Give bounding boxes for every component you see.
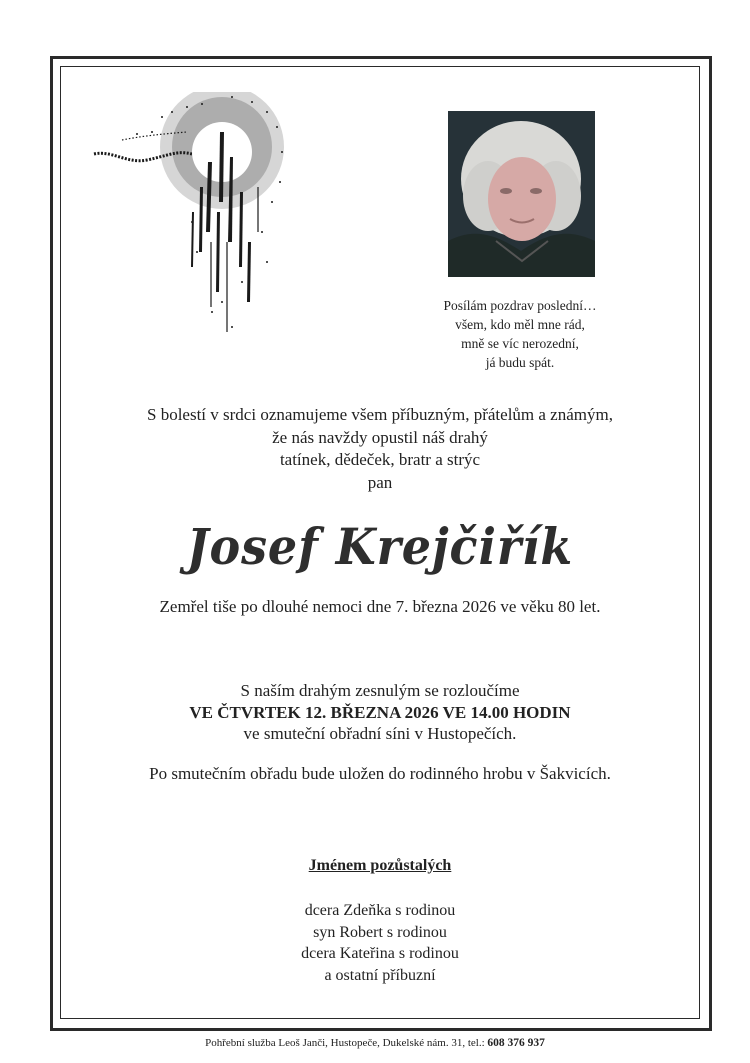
footer-phone: 608 376 937 xyxy=(487,1037,545,1049)
intro-line: tatínek, dědeček, bratr a strýc xyxy=(279,450,481,469)
announcement-intro xyxy=(60,404,700,494)
survivors-heading: Jménem pozůstalých xyxy=(308,857,452,874)
portrait-photo xyxy=(448,111,595,277)
intro-line: S bolestí v srdci oznamujeme všem příbuzným, přátelům a známým, xyxy=(147,405,613,424)
survivor-item: dcera Zdeňka s rodinou xyxy=(304,902,456,919)
survivor-item: syn Robert s rodinou xyxy=(313,923,447,941)
ceremony-location: ve smuteční obřadní síni v Hustopečích. xyxy=(243,724,517,743)
deceased-name: Josef Krejčiřík xyxy=(186,517,574,576)
ceremony-line: S naším drahým zesnulým se rozloučíme xyxy=(240,681,520,700)
survivors-list xyxy=(60,900,700,986)
verse-line: mně se víc nerozední, xyxy=(461,336,579,351)
farewell-verse xyxy=(420,296,620,372)
intro-line: pan xyxy=(367,472,393,492)
funeral-service-footer xyxy=(0,1037,750,1049)
verse-line: já budu spát. xyxy=(485,355,555,370)
survivor-item: dcera Kateřina s rodinou xyxy=(301,945,459,962)
footer-address: Pohřební služba Leoš Janči, Hustopeče, Dukelské nám. 31, tel.: xyxy=(205,1037,488,1049)
intro-line: že nás navždy opustil náš drahý xyxy=(272,427,488,447)
verse-line: všem, kdo měl mne rád, xyxy=(455,317,585,332)
burial-notice: Po smutečním obřadu bude uložen do rodinného hrobu v Šakvicích. xyxy=(149,764,611,783)
ceremony-details xyxy=(60,680,700,745)
death-notice: Zemřel tiše po dlouhé nemoci dne 7. března 2026 ve věku 80 let. xyxy=(159,597,601,616)
verse-line: Posílám pozdrav poslední… xyxy=(443,298,597,313)
survivor-item: a ostatní příbuzní xyxy=(324,966,436,984)
ceremony-date-time: VE ČTVRTEK 12. BŘEZNA 2026 VE 14.00 HODIN xyxy=(189,702,571,722)
moon-candle-illustration xyxy=(92,92,297,337)
